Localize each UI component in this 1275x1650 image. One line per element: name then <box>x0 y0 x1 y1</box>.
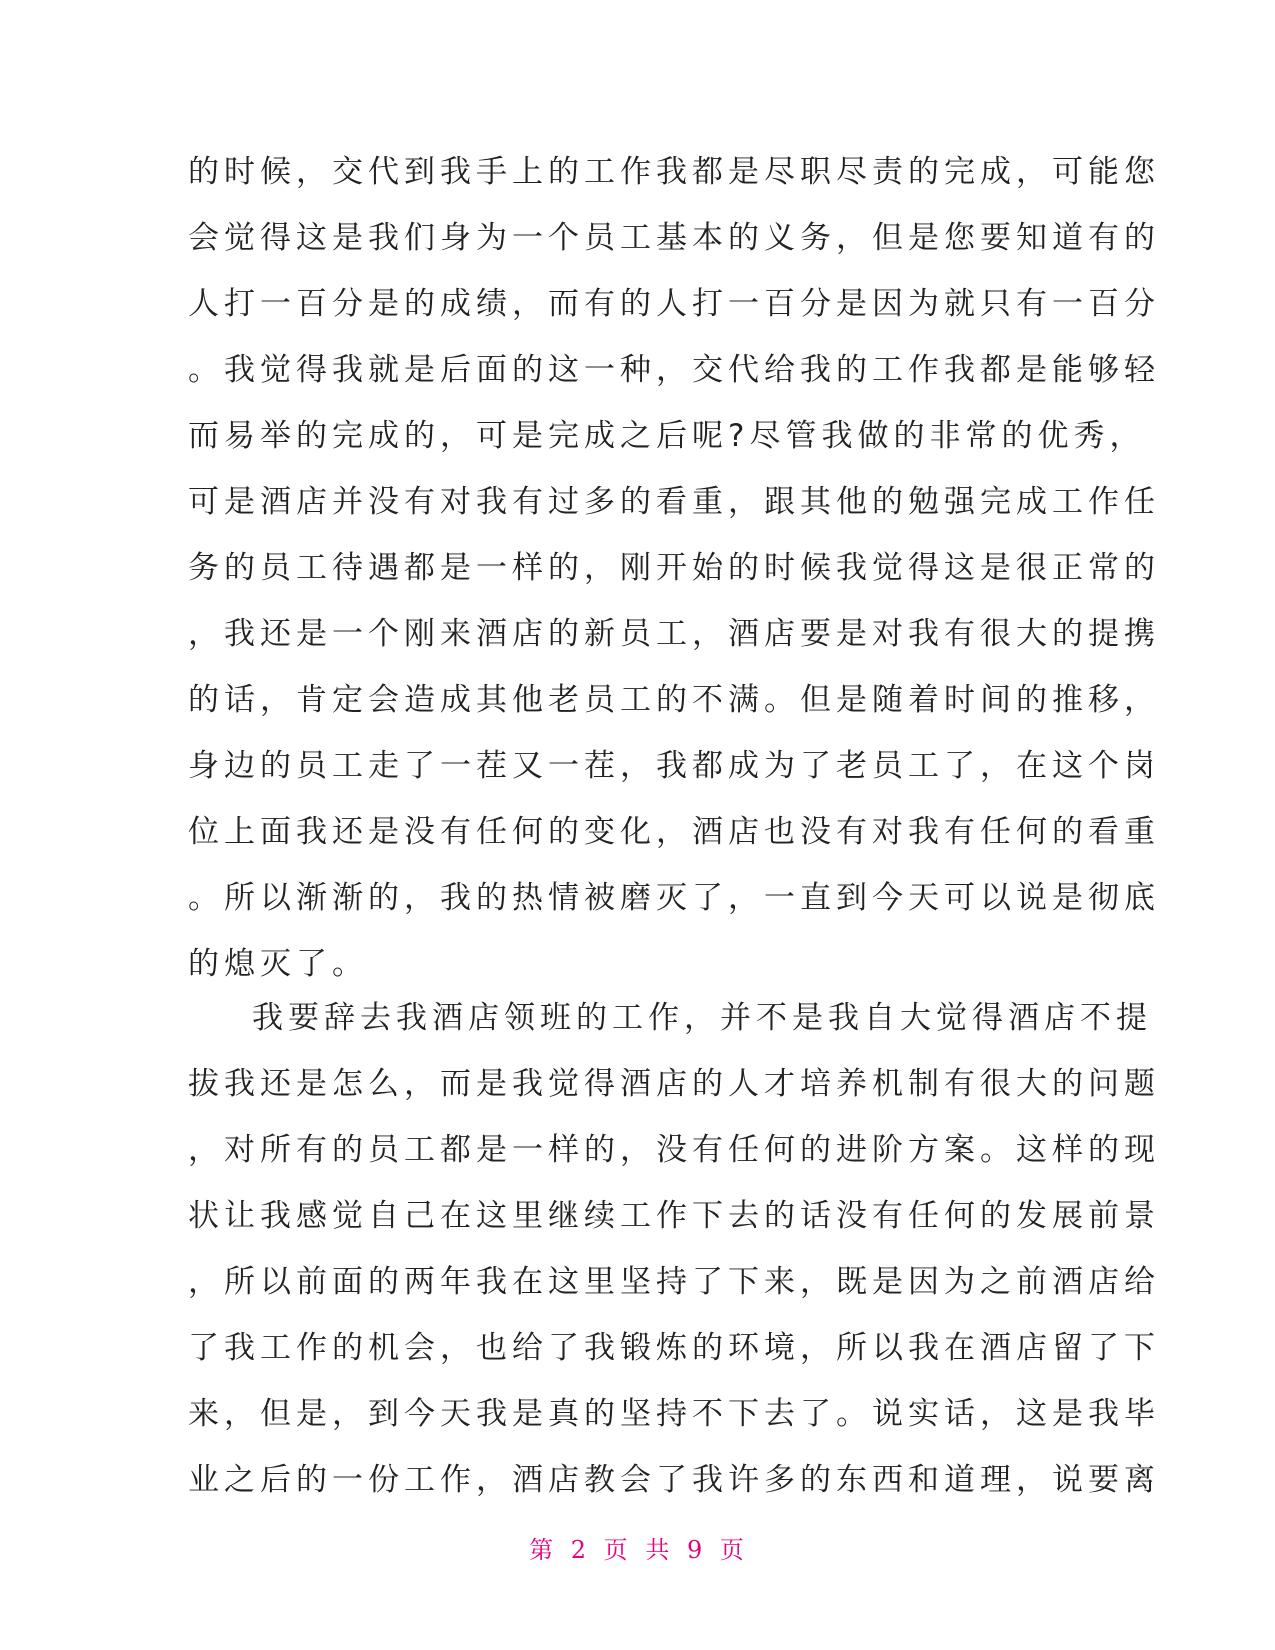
page-footer <box>0 1530 1275 1565</box>
paragraph-line: 的熄灭了。 <box>188 946 368 982</box>
paragraph-line: 。我觉得我就是后面的这一种，交代给我的工作我都是能够轻 <box>188 352 1160 388</box>
paragraph-line: 拔我还是怎么，而是我觉得酒店的人才培养机制有很大的问题 <box>188 1066 1160 1102</box>
paragraph-line: 身边的员工走了一茬又一茬，我都成为了老员工了，在这个岗 <box>188 748 1160 784</box>
paragraph-line: ，所以前面的两年我在这里坚持了下来，既是因为之前酒店给 <box>188 1264 1160 1300</box>
footer-unit-label: 页 <box>603 1536 630 1564</box>
paragraph-2 <box>188 985 1160 1513</box>
paragraph-line: 来，但是，到今天我是真的坚持不下去了。说实话，这是我毕 <box>188 1396 1160 1432</box>
paragraph-line: 状让我感觉自己在这里继续工作下去的话没有任何的发展前景 <box>188 1198 1160 1234</box>
paragraph-1 <box>188 139 1160 997</box>
paragraph-line: 人打一百分是的成绩，而有的人打一百分是因为就只有一百分 <box>188 286 1160 322</box>
footer-total-pages: 9 <box>686 1536 705 1564</box>
paragraph-line: 会觉得这是我们身为一个员工基本的义务，但是您要知道有的 <box>188 220 1160 256</box>
footer-page-label: 第 <box>529 1536 556 1564</box>
footer-total-label: 共 <box>645 1536 672 1564</box>
paragraph-line: 而易举的完成的，可是完成之后呢?尽管我做的非常的优秀， <box>188 418 1146 454</box>
paragraph-line: 我要辞去我酒店领班的工作，并不是我自大觉得酒店不提 <box>252 1000 1152 1036</box>
footer-unit-label: 页 <box>719 1536 746 1564</box>
paragraph-line: 可是酒店并没有对我有过多的看重，跟其他的勉强完成工作任 <box>188 484 1160 520</box>
paragraph-line: 。所以渐渐的，我的热情被磨灭了，一直到今天可以说是彻底 <box>188 880 1160 916</box>
paragraph-line: ，对所有的员工都是一样的，没有任何的进阶方案。这样的现 <box>188 1132 1160 1168</box>
paragraph-line: 了我工作的机会，也给了我锻炼的环境，所以我在酒店留了下 <box>188 1330 1160 1366</box>
paragraph-line: 的时候，交代到我手上的工作我都是尽职尽责的完成，可能您 <box>188 154 1160 190</box>
paragraph-line: 业之后的一份工作，酒店教会了我许多的东西和道理，说要离 <box>188 1462 1160 1498</box>
paragraph-line: 位上面我还是没有任何的变化，酒店也没有对我有任何的看重 <box>188 814 1160 850</box>
paragraph-line: 的话，肯定会造成其他老员工的不满。但是随着时间的推移， <box>188 682 1160 718</box>
paragraph-line: ，我还是一个刚来酒店的新员工，酒店要是对我有很大的提携 <box>188 616 1160 652</box>
footer-current-page: 2 <box>570 1536 589 1564</box>
paragraph-line: 务的员工待遇都是一样的，刚开始的时候我觉得这是很正常的 <box>188 550 1160 586</box>
